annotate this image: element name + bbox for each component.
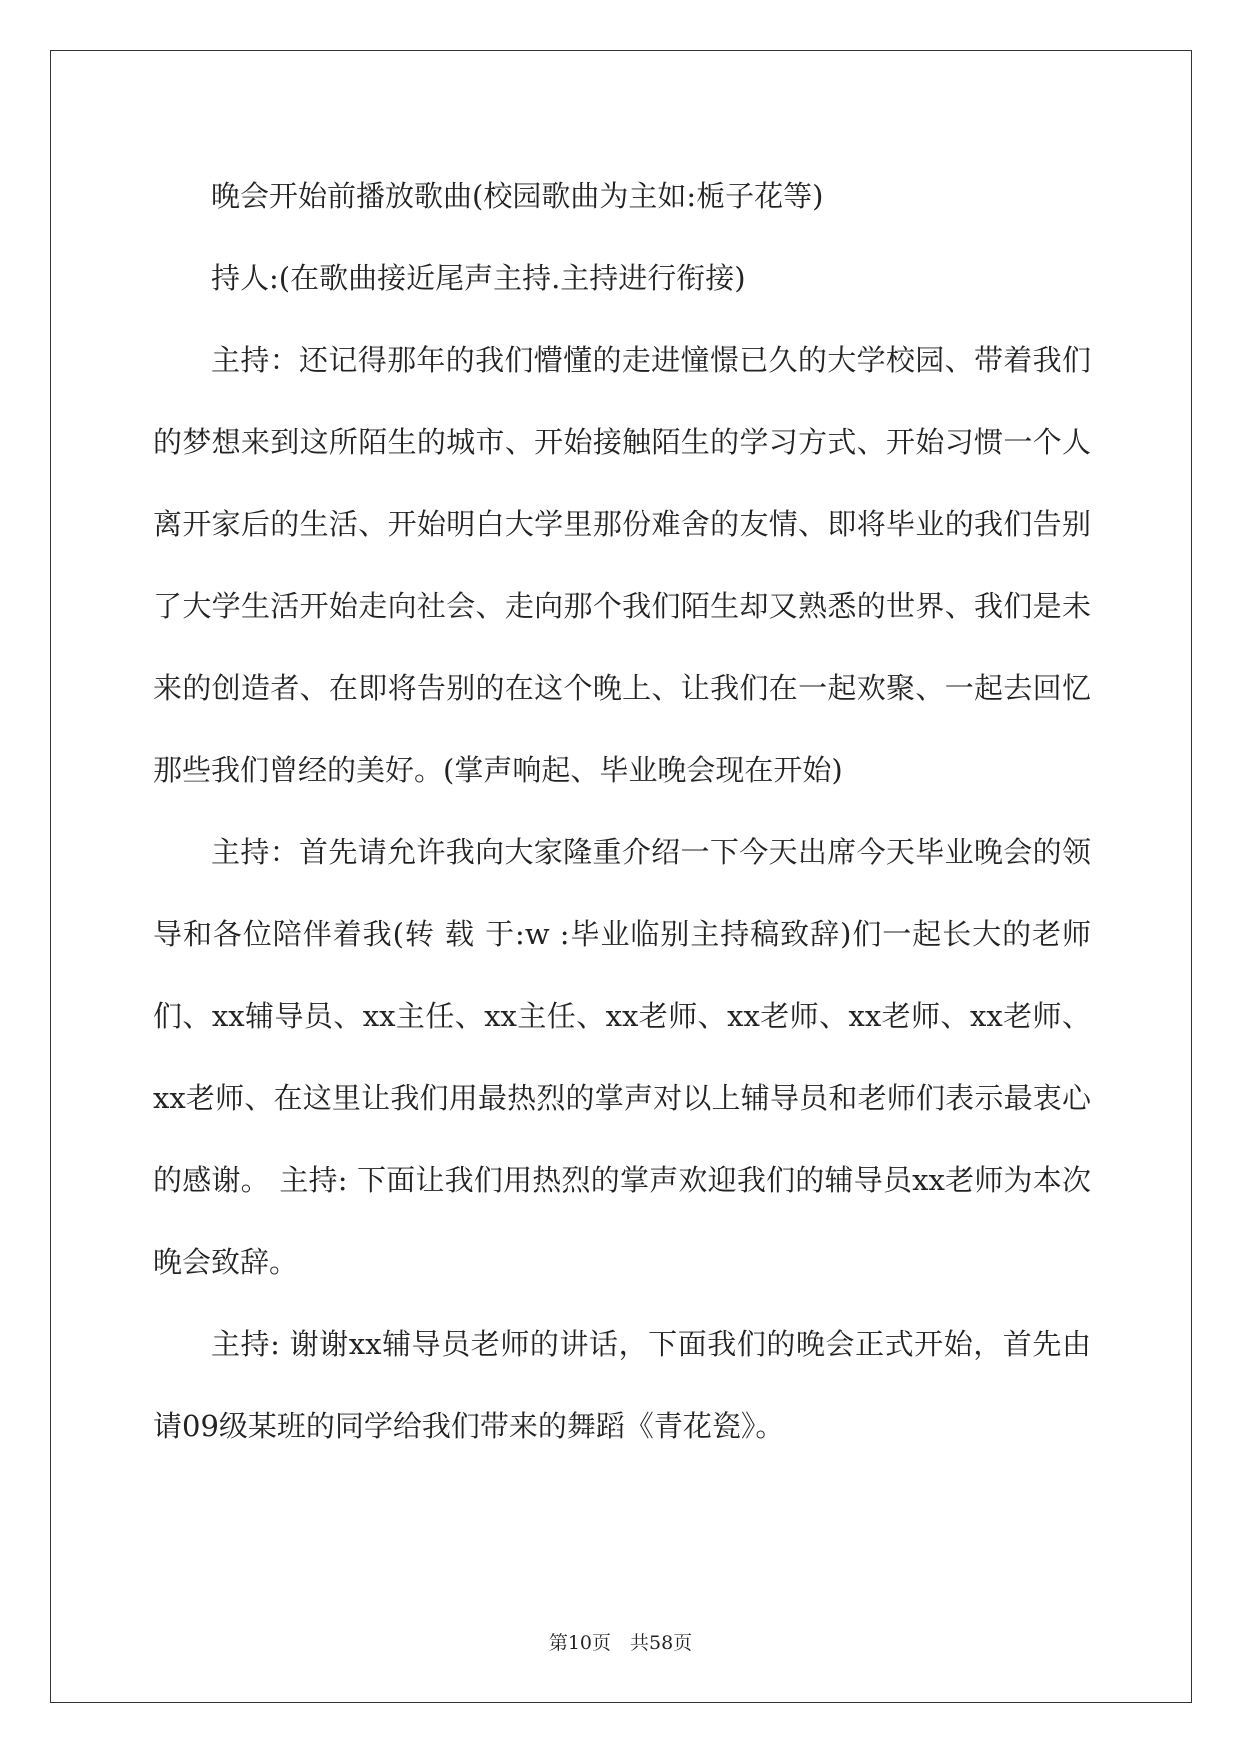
paragraph-4: 主持：首先请允许我向大家隆重介绍一下今天出席今天毕业晚会的领导和各位陪伴着我(转 载 于:w :毕业临别主持稿致辞)们一起长大的老师们、xx辅导员、xx主任、xx主任、xx老师、xx老师、xx老师、xx老师、xx老师、在这里让我们用最热烈的掌声对以上辅导员和老师们表示最衷心的感谢。 主持: 下面让我们用热烈的掌声欢迎我们的辅导员xx老师为本次晚会致辞。 — [153, 835, 1091, 1279]
document-body — [153, 155, 1091, 1467]
paragraph-1: 晚会开始前播放歌曲(校园歌曲为主如:栀子花等) — [211, 179, 824, 213]
page-footer: 第10页 共58页 — [548, 1632, 693, 1654]
paragraph-3: 主持：还记得那年的我们懵懂的走进憧憬已久的大学校园、带着我们的梦想来到这所陌生的城市、开始接触陌生的学习方式、开始习惯一个人离开家后的生活、开始明白大学里那份难舍的友情、即将毕业的我们告别了大学生活开始走向社会、走向那个我们陌生却又熟悉的世界、我们是未来的创造者、在即将告别的在这个晚上、让我们在一起欢聚、一起去回忆那些我们曾经的美好。(掌声响起、毕业晚会现在开始) — [153, 343, 1091, 787]
paragraph-5: 主持: 谢谢xx辅导员老师的讲话，下面我们的晚会正式开始，首先由请09级某班的同学给我们带来的舞蹈《青花瓷》。 — [153, 1327, 1091, 1443]
paragraph-2: 持人:(在歌曲接近尾声主持.主持进行衔接) — [211, 261, 746, 295]
